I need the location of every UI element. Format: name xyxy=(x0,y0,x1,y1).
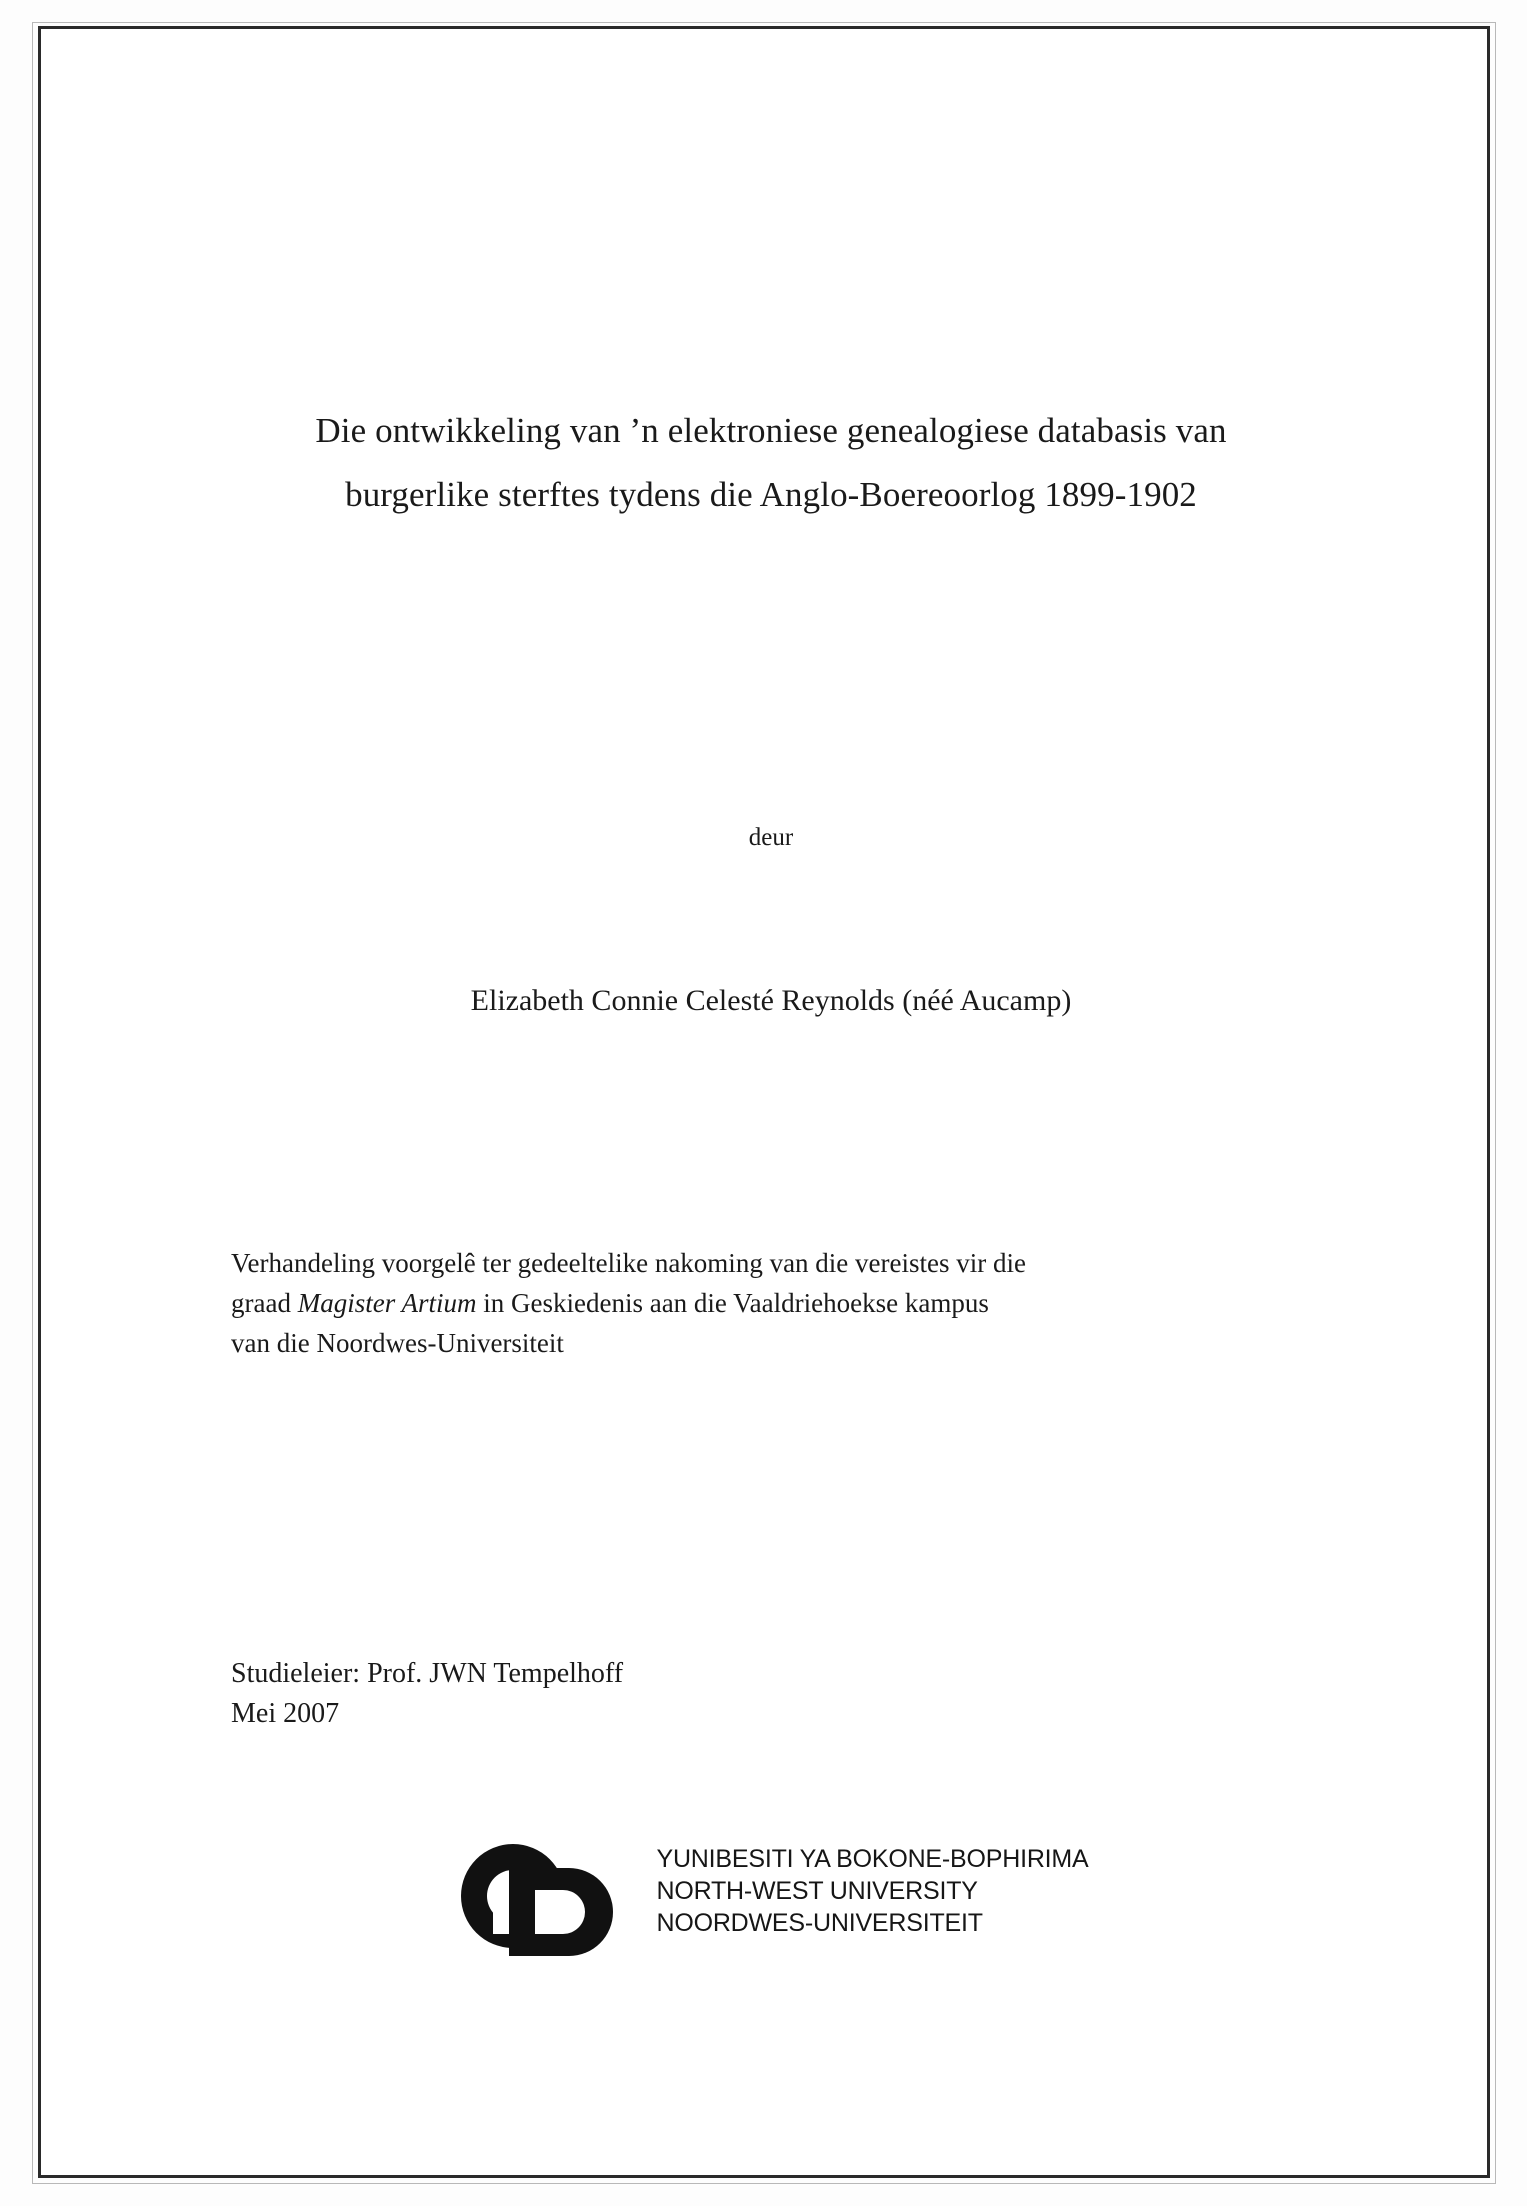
university-name-setswana: YUNIBESITI YA BOKONE-BOPHIRIMA xyxy=(656,1845,1089,1873)
byline-label: deur xyxy=(748,824,794,851)
degree-statement-line-2-pre: graad xyxy=(231,1287,298,1318)
degree-statement-line-3: van die Noordwes-Universiteit xyxy=(231,1327,564,1358)
supervisor-block xyxy=(231,1654,1231,1734)
degree-statement-line-2-post: in Geskiedenis aan die Vaaldriehoekse kampus xyxy=(476,1287,989,1318)
title-line-2: burgerlike sterftes tydens die Anglo-Boereoorlog 1899-1902 xyxy=(345,474,1197,514)
monogram-d-stem xyxy=(509,1868,535,1956)
title-line-1: Die ontwikkeling van ’n elektroniese genealogiese databasis van xyxy=(315,411,1227,450)
university-logo xyxy=(191,1834,1351,1956)
date-line: Mei 2007 xyxy=(231,1697,340,1729)
degree-statement xyxy=(231,1244,1311,1364)
title-page-content xyxy=(191,29,1351,2175)
degree-statement-line-2 xyxy=(231,1284,1311,1324)
nwu-monogram-icon xyxy=(453,1838,648,1956)
university-name-lines xyxy=(656,1844,1088,1939)
monogram-d-counter xyxy=(535,1890,585,1934)
author-name: Elizabeth Connie Celesté Reynolds (néé Aucamp) xyxy=(470,984,1072,1017)
degree-name-italic: Magister Artium xyxy=(297,1287,477,1318)
page-title xyxy=(191,399,1351,526)
university-name-english: NORTH-WEST UNIVERSITY xyxy=(656,1876,978,1905)
degree-statement-line-1: Verhandeling voorgelê ter gedeeltelike nakoming van die vereistes vir die xyxy=(231,1248,1026,1278)
university-name-afrikaans: NOORDWES-UNIVERSITEIT xyxy=(656,1908,983,1937)
page-border xyxy=(38,26,1490,2178)
supervisor-line: Studieleier: Prof. JWN Tempelhoff xyxy=(231,1658,624,1689)
